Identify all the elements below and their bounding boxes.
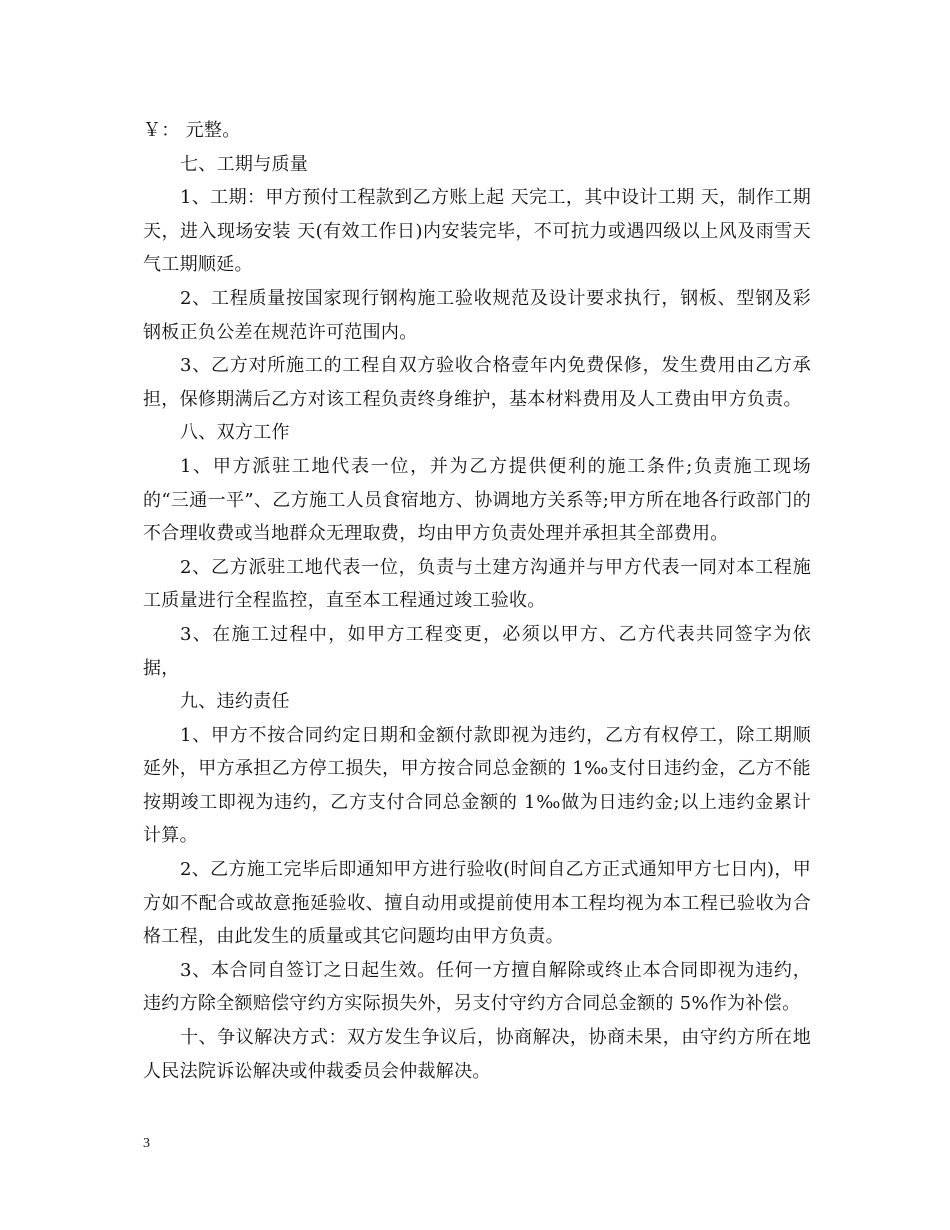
clause-payment-default: 1、甲方不按合同约定日期和金额付款即视为违约，乙方有权停工，除工期顺延外，甲方承担乙方停工损失，甲方按合同总金额的 1‰支付日违约金，乙方不能按期竣工即视为违约，乙方支付合同总金额的 1‰做为日违约金;以上违约金累计计算。 bbox=[143, 724, 811, 847]
document-body bbox=[143, 114, 811, 1088]
section-heading-liability: 九、违约责任 bbox=[180, 691, 290, 713]
clause-dispute-resolution: 十、争议解决方式：双方发生争议后，协商解决，协商未果，由守约方所在地人民法院诉讼解决或仲裁委员会仲裁解决。 bbox=[143, 1027, 811, 1082]
clause-quality-standard: 2、工程质量按国家现行钢构施工验收规范及设计要求执行，钢板、型钢及彩钢板正负公差在规范许可范围内。 bbox=[143, 287, 811, 343]
clause-acceptance: 2、乙方施工完毕后即通知甲方进行验收(时间自乙方正式通知甲方七日内)，甲方如不配合或故意拖延验收、擅自动用或提前使用本工程均视为本工程已验收为合格工程，由此发生的质量或其它问题均由甲方负责。 bbox=[143, 859, 811, 948]
amount-line: ￥： 元整。 bbox=[143, 120, 241, 141]
clause-schedule: 1、工期：甲方预付工程款到乙方账上起 天完工，其中设计工期 天，制作工期 天，进入现场安装 天(有效工作日)内安装完毕，不可抗力或遇四级以上风及雨雪天气工期顺延。 bbox=[143, 187, 811, 276]
clause-party-a-duties: 1、甲方派驻工地代表一位，并为乙方提供便利的施工条件;负责施工现场的“三通一平”、乙方施工人员食宿地方、协调地方关系等;甲方所在地各行政部门的不合理收费或当地群众无理取费，均由甲方负责处理并承担其全部费用。 bbox=[143, 455, 811, 545]
section-heading-duties: 八、双方工作 bbox=[180, 422, 290, 444]
page-number: 3 bbox=[143, 1136, 150, 1151]
clause-change-orders: 3、在施工过程中，如甲方工程变更，必须以甲方、乙方代表共同签字为依据， bbox=[143, 623, 811, 679]
clause-party-b-duties: 2、乙方派驻工地代表一位，负责与土建方沟通并与甲方代表一同对本工程施工质量进行全程监控，直至本工程通过竣工验收。 bbox=[143, 556, 811, 612]
clause-effectiveness: 3、本合同自签订之日起生效。任何一方擅自解除或终止本合同即视为违约，违约方除全额赔偿守约方实际损失外，另支付守约方合同总金额的 5%作为补偿。 bbox=[143, 959, 811, 1015]
section-heading-schedule-quality: 七、工期与质量 bbox=[180, 153, 309, 175]
clause-warranty: 3、乙方对所施工的工程自双方验收合格壹年内免费保修，发生费用由乙方承担，保修期满后乙方对该工程负责终身维护，基本材料费用及人工费由甲方负责。 bbox=[143, 355, 811, 410]
